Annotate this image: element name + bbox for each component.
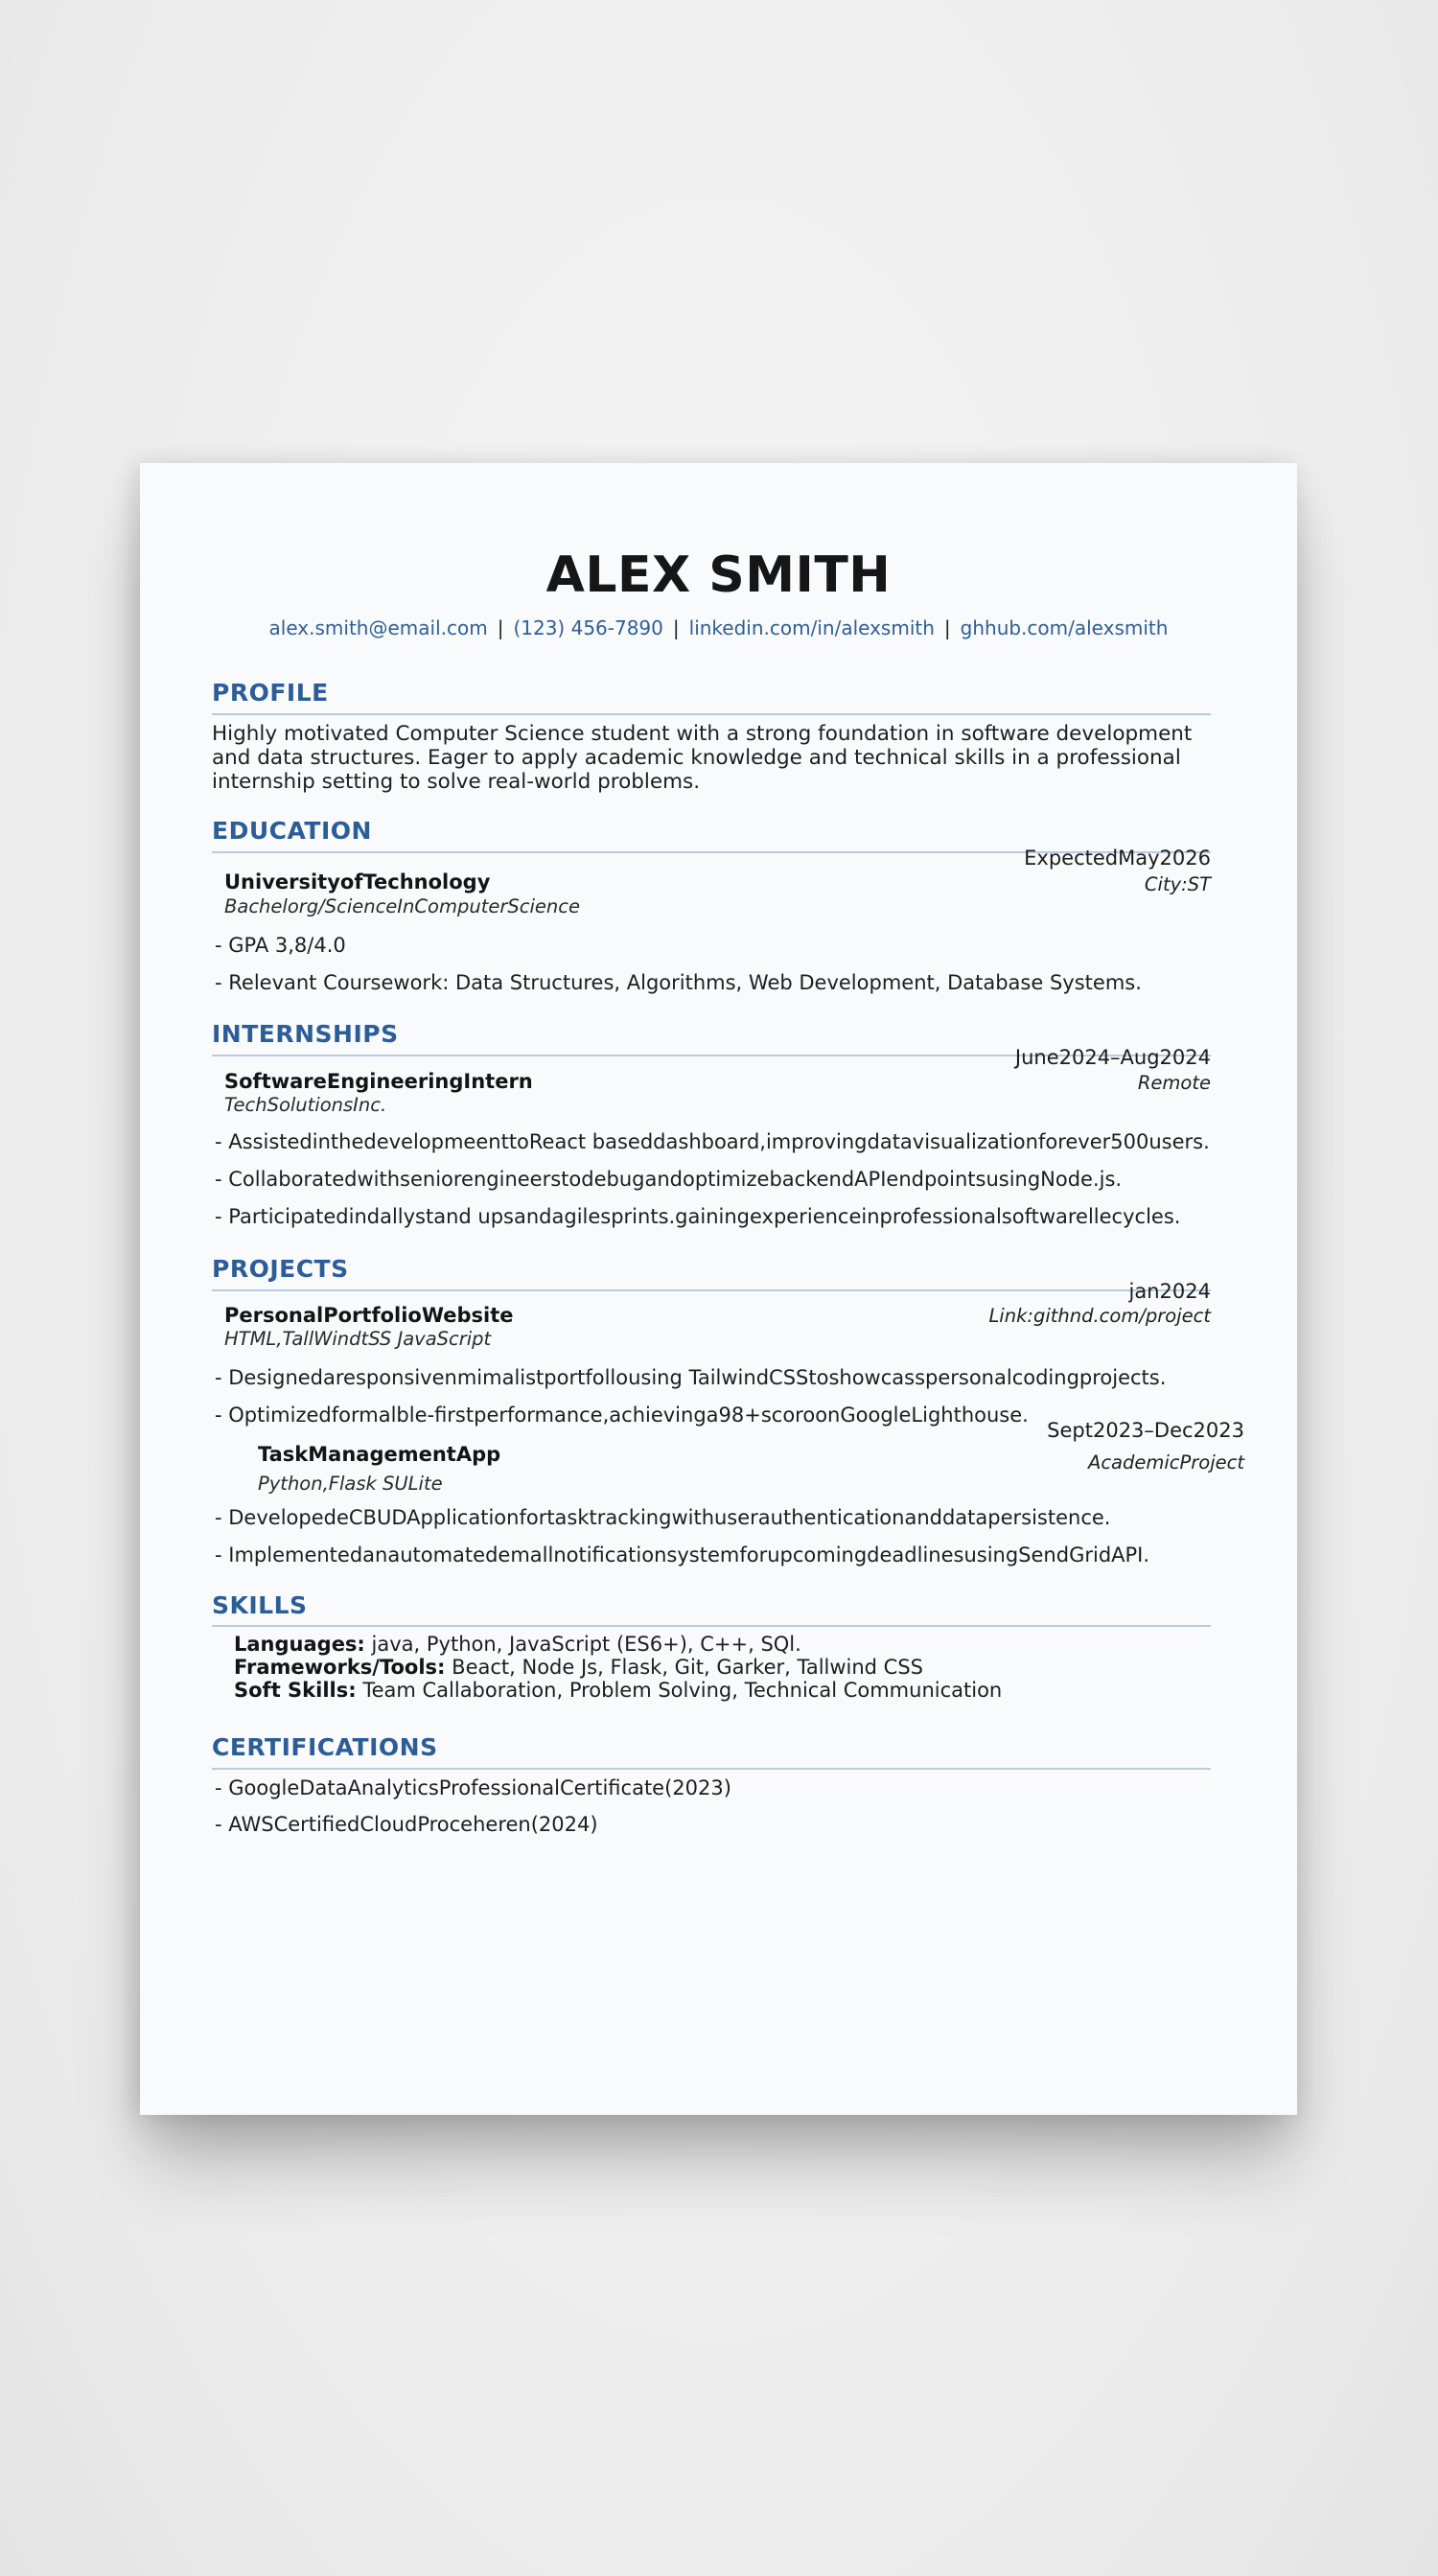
skills-frameworks-value: Beact, Node Js, Flask, Git, Garker, Tallwind CSS [452,1656,924,1679]
project-tech: Python,Flask SULite [258,1473,443,1495]
certification-item: - GoogleDataAnalyticsProfessionalCertificate(2023) [215,1776,731,1799]
project-type: AcademicProject [1087,1451,1244,1474]
skills-languages-value: java, Python, JavaScript (ES6+), C++, SQl. [371,1633,801,1656]
education-location: City:ST [1144,873,1211,895]
skills-soft-label: Soft Skills: [234,1679,357,1702]
internship-role: SoftwareEngineeringIntern [224,1070,533,1093]
skills-soft [234,1679,1002,1702]
phone-link[interactable]: (123) 456-7890 [513,616,663,639]
project-date: Sept2023–Dec2023 [1047,1419,1244,1442]
github-link[interactable]: ghhub.com/alexsmith [960,616,1169,639]
contact-separator: | [672,616,680,639]
education-heading: EDUCATION [212,817,372,845]
project-bullet: - Optimizedformalble-firstperformance,achievinga98+scoroonGoogleLighthouse. [215,1404,1029,1427]
skills-languages-label: Languages: [234,1633,365,1656]
internship-date: June2024–Aug2024 [1014,1046,1211,1069]
project-name: TaskManagementApp [258,1443,501,1466]
school-name: UniversityofTechnology [224,870,491,893]
project-tech: HTML,TallWindtSS JavaScript [224,1328,492,1350]
projects-heading: PROJECTS [212,1255,349,1283]
contact-line [140,616,1297,639]
skills-frameworks [234,1656,923,1679]
internship-bullet: - CollaboratedwithseniorengineerstodebugandoptimizebackendAPIendpointsusingNode.js. [215,1168,1123,1191]
skills-frameworks-label: Frameworks/Tools: [234,1656,446,1679]
internship-bullet: - AssistedinthedevelopmeenttoReact baseddashboard,improvingdatavisualizationforever500users. [215,1130,1210,1153]
resume-page [140,463,1297,2115]
section-divider [212,1768,1211,1770]
candidate-name: ALEX SMITH [545,546,892,604]
linkedin-link[interactable]: linkedin.com/in/alexsmith [688,616,935,639]
section-divider [212,1625,1211,1627]
education-bullet: - Relevant Coursework: Data Structures, Algorithms, Web Development, Database Systems. [215,971,1142,994]
internships-heading: INTERNSHIPS [212,1020,399,1048]
profile-summary: Highly motivated Computer Science student with a strong foundation in software development and data structures. Eager to apply academic knowledge and technical skills in a professional internship setting to solve real-world problems. [212,722,1193,794]
education-bullet: - GPA 3,8/4.0 [215,934,346,957]
internship-location: Remote [1137,1072,1211,1094]
skills-soft-value: Team Callaboration, Problem Solving, Technical Communication [362,1679,1003,1702]
internship-bullet: - Participatedindallystand upsandagilesprints.gainingexperienceinprofessionalsoftwarellecycles. [215,1205,1181,1228]
contact-separator: | [497,616,504,639]
project-bullet: - ImplementedanautomatedemallnotificationsystemforupcomingdeadlinesusingSendGridAPI. [215,1543,1150,1566]
profile-heading: PROFILE [212,679,329,707]
certifications-heading: CERTIFICATIONS [212,1733,438,1761]
project-date: jan2024 [1128,1280,1211,1303]
education-date: ExpectedMay2026 [1024,847,1211,870]
section-divider [212,713,1211,715]
skills-languages [234,1633,801,1656]
contact-separator: | [943,616,951,639]
degree-name: Bachelorg/ScienceInComputerScience [224,895,580,917]
project-bullet: - Designedaresponsivenmimalistportfollousing TailwindCSStoshowcasspersonalcodingprojects. [215,1366,1167,1389]
section-divider [212,1289,1211,1291]
certification-item: - AWSCertifiedCloudProceheren(2024) [215,1813,598,1836]
project-bullet: - DevelopedeCBUDApplicationfortasktrackingwithuserauthenticationanddatapersistence. [215,1506,1111,1529]
skills-heading: SKILLS [212,1591,308,1619]
internship-company: TechSolutionsInc. [224,1094,387,1116]
project-name: PersonalPortfolioWebsite [224,1304,514,1327]
email-link[interactable]: alex.smith@email.com [268,616,488,639]
project-link[interactable]: Link:githnd.com/project [988,1305,1211,1327]
